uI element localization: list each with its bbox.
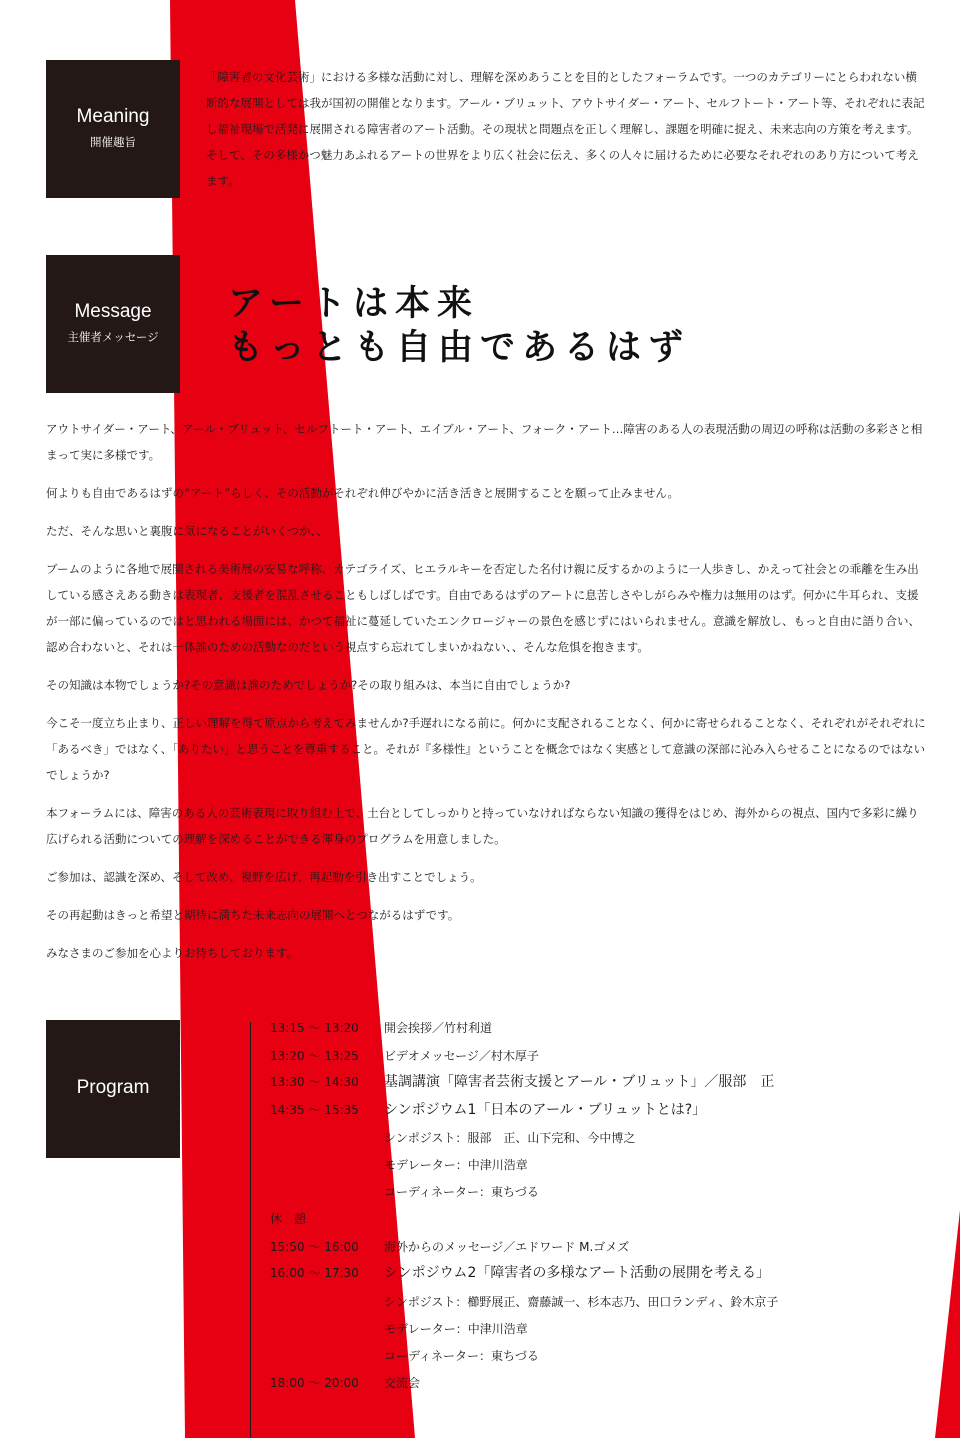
message-paragraph: 本フォーラムには、障害のある人の芸術表現に取り組む上で、土台としてしっかりと持っていなければならない知識の獲得をはじめ、海外からの視点、国内で多彩に繰り広げられる活動についての理解を深めることができる渾身のプログラムを用意しました。	[46, 806, 919, 846]
program-description: シンポジウム2「障害者の多様なアート活動の展開を考える」	[384, 1265, 770, 1281]
program-time: 18:00 ～ 20:00	[270, 1376, 359, 1390]
program-description: シンポジウム1「日本のアール・ブリュットとは?」	[384, 1102, 707, 1118]
program-time: 13:20 ～ 13:25	[270, 1049, 359, 1063]
message-label-box	[46, 255, 180, 393]
program-time: 14:35 ～ 15:35	[270, 1103, 359, 1117]
message-paragraph: 今こそ一度立ち止まり、正しい理解を得て原点から考えてみませんか?手遅れになる前に。何かに支配されることなく、何かに寄せられることなく、それぞれがそれぞれに「あるべき」ではなく、「ありたい」と思うことを尊重すること。それが『多様性』ということを概念ではなく実感として意識の深部に沁み入らせることになるのではないでしょうか?	[46, 716, 926, 782]
program-divider-line	[250, 1022, 251, 1438]
message-label-en: Message	[74, 301, 152, 322]
program-time: 13:30 ～ 14:30	[270, 1075, 359, 1089]
message-paragraph: ただ、そんな思いと裏腹に気になることがいくつか、、	[46, 524, 328, 538]
message-paragraph: ブームのように各地で展開される美術展の安易な呼称、カテゴライズ、ヒエラルキーを否定した名付け親に反するかのように一人歩きし、かえって社会との乖離を生み出している感さえある動きは表現者、支援者を混乱させることもしばしばです。自由であるはずのアートに息苦しさやしがらみや権力は無用のはず。何かに牛耳られ、支援が一部に偏っているのではと思われる場面には、かつて福祉に蔓延していたエンクロージャーの景色を感じずにはいられません。意識を解放し、もっと自由に語り合い、認め合わないと、それは一体誰のための活動なのだという視点すら忘れてしまいかねない、、そんな危惧を抱きます。	[46, 562, 920, 654]
program-label-box	[46, 1020, 180, 1158]
program-description: 交流会	[384, 1376, 421, 1390]
program-description: コーディネーター：東ちづる	[384, 1349, 539, 1363]
program-description: 開会挨拶／竹村利道	[384, 1021, 493, 1035]
message-headline-line1: アートは本来	[228, 284, 479, 324]
program-description: 基調講演「障害者芸術支援とアール・ブリュット」／服部 正	[384, 1074, 775, 1090]
message-paragraph: アウトサイダー・アート、アール・ブリュット、セルフトート・アート、エイブル・アート、フォーク・アート…障害のある人の表現活動の周辺の呼称は活動の多彩さと相まって実に多様です。	[46, 422, 923, 462]
message-label-ja: 主催者メッセージ	[67, 330, 159, 344]
message-paragraph: その知識は本物でしょうか?その意識は誰のためでしょうか?その取り組みは、本当に自由でしょうか?	[46, 678, 571, 692]
meaning-label-en: Meaning	[76, 106, 150, 127]
program-description: 海外からのメッセージ／エドワード M.ゴメズ	[384, 1240, 630, 1254]
program-description: ビデオメッセージ／村木厚子	[384, 1049, 539, 1063]
message-headline	[228, 282, 690, 370]
message-paragraph: 何よりも自由であるはずの“アート”らしく、その活動がそれぞれ伸びやかに活き活きと展開することを願って止みません。	[46, 486, 680, 500]
program-description: シンポジスト：櫛野展正、齋藤誠一、杉本志乃、田口ランディ、鈴木京子	[384, 1295, 779, 1309]
program-description: コーディネーター：東ちづる	[384, 1185, 539, 1199]
message-paragraph: ご参加は、認識を深め、そして改め、視野を広げ、再起動を引き出すことでしょう。	[46, 870, 482, 884]
message-headline-line2: もっとも自由であるはず	[228, 328, 691, 368]
meaning-label-box	[46, 60, 180, 198]
message-paragraph: みなさまのご参加を心よりお待ちしております。	[46, 946, 299, 960]
program-time: 16:00 ～ 17:30	[270, 1266, 359, 1280]
message-body	[46, 416, 926, 978]
program-time: 15:50 ～ 16:00	[270, 1240, 359, 1254]
program-description: モデレーター：中津川浩章	[384, 1158, 528, 1172]
meaning-label-ja: 開催趣旨	[90, 135, 136, 149]
program-label-en: Program	[76, 1077, 150, 1098]
program-time: 13:15 ～ 13:20	[270, 1021, 359, 1035]
message-paragraph: その再起動はきっと希望と期待に満ちた未来志向の展開へとつながるはずです。	[46, 908, 460, 922]
program-time: 休 憩	[270, 1212, 307, 1226]
program-description: モデレーター：中津川浩章	[384, 1322, 528, 1336]
meaning-text: 「障害者の文化芸術」における多様な活動に対し、理解を深めあうことを目的としたフォーラムです。一つのカテゴリーにとらわれない横断的な展開としては我が国初の開催となります。アール・ブリュット、アウトサイダー・アート、セルフトート・アート等、それぞれに表記し福祉現場で活発に展開される障害者のアート活動。その現状と問題点を正しく理解し、課題を明確に捉え、未来志向の方策を考えます。そして、その多様かつ魅力あふれるアートの世界をより広く社会に伝え、多くの人々に届けるために必要なそれぞれのあり方について考えます。	[206, 70, 925, 188]
program-description: シンポジスト：服部 正、山下完和、今中博之	[384, 1131, 636, 1145]
